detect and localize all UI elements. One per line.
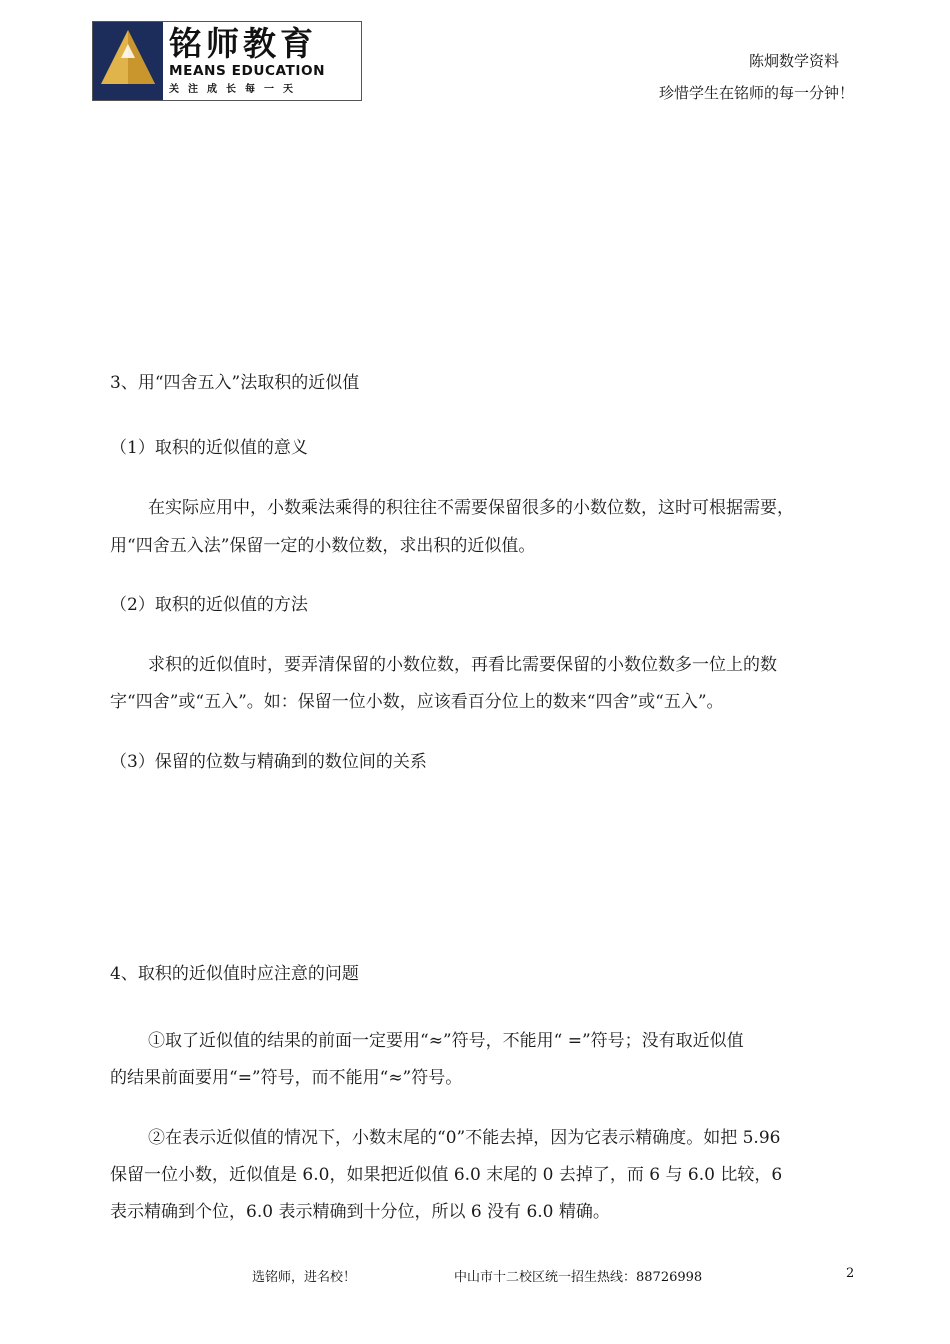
section-4-point2-line1: ②在表示近似值的情况下，小数末尾的“0”不能去掉，因为它表示精确度。如把 5.96 xyxy=(148,1128,781,1148)
section-4-point1-line1: ①取了近似值的结果的前面一定要用“≈”符号，不能用“ =”符号；没有取近似值 xyxy=(148,1031,744,1051)
header-motto: 珍惜学生在铭师的每一分钟！ xyxy=(658,84,854,102)
section-3-1-paragraph-line1: 在实际应用中，小数乘法乘得的积往往不需要保留很多的小数位数，这时可根据需要， xyxy=(148,498,794,518)
section-4-title: 4、取积的近似值时应注意的问题 xyxy=(110,964,359,984)
section-3-title: 3、用“四舍五入”法取积的近似值 xyxy=(110,373,360,393)
section-3-3-title: （3）保留的位数与精确到的数位间的关系 xyxy=(110,752,427,772)
footer-slogan: 选铭师，进名校！ xyxy=(252,1270,357,1285)
section-3-1-paragraph-line2: 用“四舍五入法”保留一定的小数位数，求出积的近似值。 xyxy=(110,536,536,556)
header-author: 陈炯数学资料 xyxy=(748,52,839,70)
section-3-2-title: （2）取积的近似值的方法 xyxy=(110,595,308,615)
section-3-2-paragraph-line1: 求积的近似值时，要弄清保留的小数位数，再看比需要保留的小数位数多一位上的数 xyxy=(148,655,777,675)
section-3-1-title: （1）取积的近似值的意义 xyxy=(110,438,308,458)
footer-hotline: 中山市十二校区统一招生热线：88726998 xyxy=(454,1270,703,1285)
logo xyxy=(92,21,362,101)
logo-pyramid-icon xyxy=(93,22,163,100)
page-number: 2 xyxy=(846,1266,855,1281)
logo-title: 铭师教育 xyxy=(169,24,317,63)
section-4-point1-line2: 的结果前面要用“=”符号，而不能用“≈”符号。 xyxy=(110,1068,463,1088)
logo-slogan: 关注成长每一天 xyxy=(169,84,302,95)
section-3-2-paragraph-line2: 字“四舍”或“五入”。如：保留一位小数，应该看百分位上的数来“四舍”或“五入”。 xyxy=(110,692,724,712)
section-4-point2-line2: 保留一位小数，近似值是 6.0，如果把近似值 6.0 末尾的 0 去掉了，而 6 与 6.0 比较，6 xyxy=(110,1165,783,1185)
logo-english: MEANS EDUCATION xyxy=(169,64,326,79)
section-4-point2-line3: 表示精确到个位，6.0 表示精确到十分位，所以 6 没有 6.0 精确。 xyxy=(110,1202,610,1222)
